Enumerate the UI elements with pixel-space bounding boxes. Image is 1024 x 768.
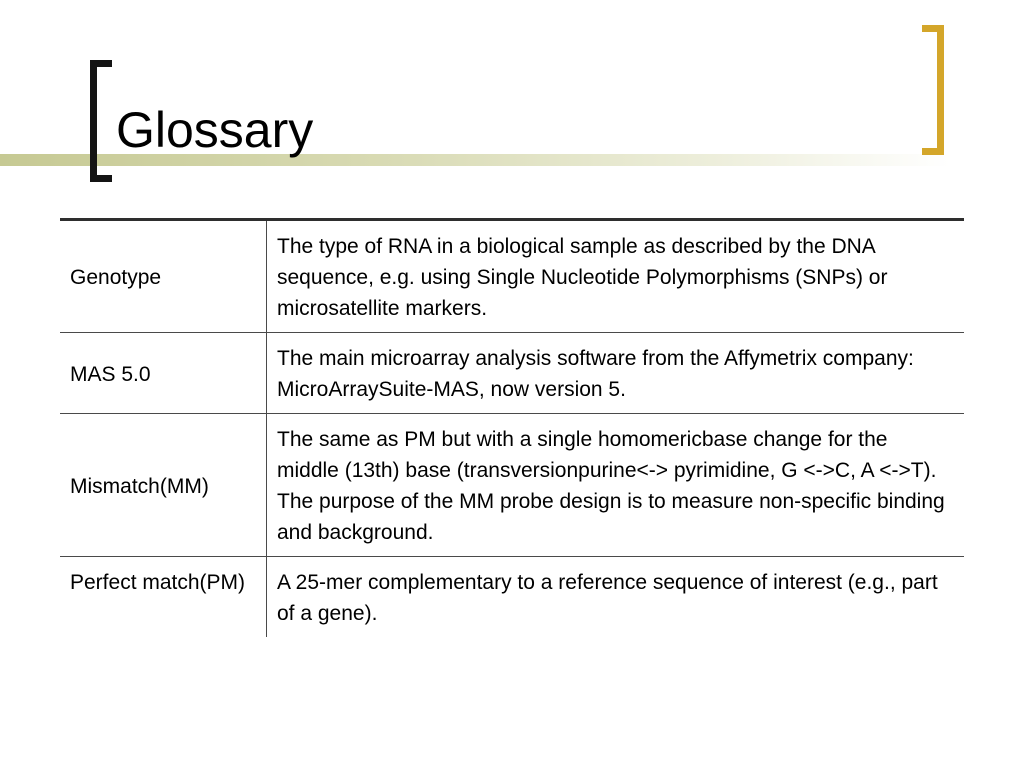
glossary-definition: The main microarray analysis software from the Affymetrix company: MicroArraySuite-MAS, now version 5. bbox=[277, 347, 914, 401]
table-row bbox=[60, 414, 964, 557]
page-title: Glossary bbox=[116, 102, 314, 158]
glossary-term: MAS 5.0 bbox=[60, 333, 267, 414]
glossary-definition: A 25-mer complementary to a reference sequence of interest (e.g., part of a gene). bbox=[277, 571, 938, 625]
table-row bbox=[60, 220, 964, 333]
glossary-definition: The same as PM but with a single homomericbase change for the middle (13th) base (transversionpurine<-> pyrimidine, G <->C, A <->T). The purpose of the MM probe design is to measure non-specific binding and background. bbox=[277, 428, 945, 544]
left-bracket-decoration bbox=[90, 60, 112, 182]
glossary-table bbox=[60, 218, 964, 637]
glossary-definition: The type of RNA in a biological sample as described by the DNA sequence, e.g. using Single Nucleotide Polymorphisms (SNPs) or microsatellite markers. bbox=[277, 235, 888, 320]
glossary-term: Mismatch(MM) bbox=[60, 414, 267, 557]
right-bracket-decoration bbox=[922, 25, 944, 155]
glossary-term: Perfect match(PM) bbox=[60, 557, 267, 638]
table-row bbox=[60, 557, 964, 638]
glossary-term: Genotype bbox=[60, 220, 267, 333]
table-row bbox=[60, 333, 964, 414]
